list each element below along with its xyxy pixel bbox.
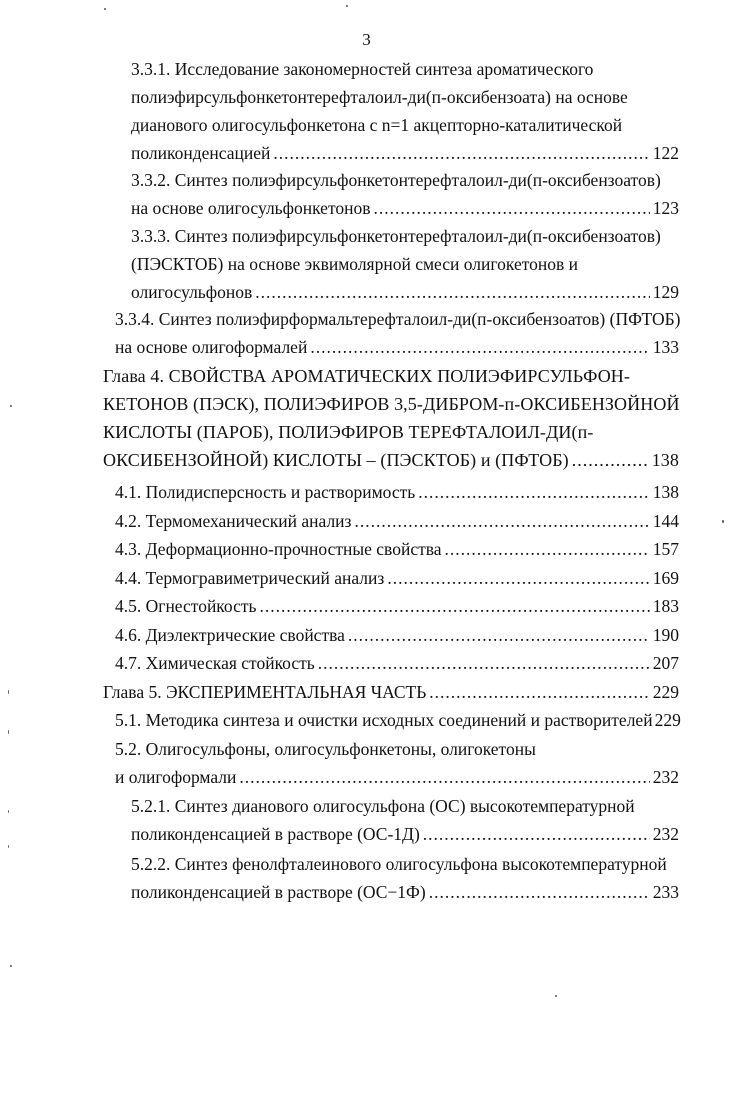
toc-entry-5-1 xyxy=(115,706,679,734)
scan-speck xyxy=(8,730,9,734)
toc-page-number: 122 xyxy=(652,143,679,163)
toc-entry-text: 3.3.3. Синтез полиэфирсульфонкетонтерефталоил-ди(п-оксибензоатов) xyxy=(131,226,661,246)
toc-entry-4-5 xyxy=(115,592,679,620)
scan-speck xyxy=(346,5,348,7)
toc-entry-3-3-2 xyxy=(131,166,679,222)
toc-entry-text: на основе олигосульфонкетонов xyxy=(131,198,371,218)
toc-entry-text: полиэфирсульфонкетонтерефталоил-ди(п-оксибензоата) на основе xyxy=(131,87,628,107)
toc-entry-text: 5.2. Олигосульфоны, олигосульфонкетоны, олигокетоны xyxy=(115,739,536,759)
toc-entry-text: 3.3.4. Синтез полиэфирформальтерефталоил-ди(п-оксибензоатов) (ПФТОБ) xyxy=(115,309,681,329)
toc-entry-text: 4.1. Полидисперсность и растворимость xyxy=(115,482,416,502)
toc-page-number: 144 xyxy=(652,511,679,531)
scan-speck xyxy=(8,690,9,694)
dot-leader xyxy=(273,139,649,167)
toc-entry-text: Глава 5. ЭКСПЕРИМЕНТАЛЬНАЯ ЧАСТЬ xyxy=(103,682,427,702)
dot-leader xyxy=(260,592,650,620)
dot-leader xyxy=(318,649,650,677)
toc-entry-text: и олигоформали xyxy=(115,767,237,787)
toc-entry-text: (ПЭСКТОБ) на основе эквимолярной смеси олигокетонов и xyxy=(131,254,578,274)
toc-entry-text: поликонденсацией в растворе (ОС−1Ф) xyxy=(131,882,426,902)
dot-leader xyxy=(387,564,649,592)
toc-entry-text: олигосульфонов xyxy=(131,282,253,302)
dot-leader xyxy=(572,446,649,474)
dot-leader xyxy=(445,535,650,563)
toc-entry-4-6 xyxy=(115,621,679,649)
toc-page-number: 232 xyxy=(652,767,679,787)
toc-page-number: 138 xyxy=(652,482,679,502)
toc-entry-text: 3.3.2. Синтез полиэфирсульфонкетонтерефталоил-ди(п-оксибензоатов) xyxy=(131,170,661,190)
toc-page-number: 138 xyxy=(651,450,679,470)
toc-page-number: 123 xyxy=(652,198,679,218)
toc-entry-text: ОКСИБЕНЗОЙНОЙ) КИСЛОТЫ – (ПЭСКТОБ) и (ПФТОБ) xyxy=(103,450,569,470)
scan-speck xyxy=(10,965,12,967)
toc-page-number: 233 xyxy=(652,882,679,902)
toc-page-number: 183 xyxy=(652,596,679,616)
scan-speck xyxy=(10,405,12,407)
scan-speck xyxy=(722,520,724,523)
toc-entry-4-4 xyxy=(115,564,679,592)
dot-leader xyxy=(255,278,650,306)
dot-leader xyxy=(348,621,650,649)
scan-speck xyxy=(555,995,557,997)
dot-leader xyxy=(423,820,650,848)
toc-page-number: 129 xyxy=(652,282,679,302)
dot-leader xyxy=(310,333,649,361)
toc-entry-3-3-1 xyxy=(131,55,679,167)
toc-entry-text: Глава 4. СВОЙСТВА АРОМАТИЧЕСКИХ ПОЛИЭФИРСУЛЬФОН- xyxy=(103,366,630,386)
toc-entry-text: 3.3.1. Исследование закономерностей синтеза ароматического xyxy=(131,59,594,79)
toc-entry-text: 5.2.1. Синтез дианового олигосульфона (ОС) высокотемпературной xyxy=(131,796,635,816)
dot-leader xyxy=(239,763,649,791)
dot-leader xyxy=(354,507,649,535)
toc-entry-5-2-2 xyxy=(131,850,679,906)
dot-leader xyxy=(429,878,650,906)
toc-entry-text: 4.5. Огнестойкость xyxy=(115,596,257,616)
toc-entry-text: на основе олигоформалей xyxy=(115,337,308,357)
toc-entry-chapter-4 xyxy=(103,362,679,474)
toc-page-number: 190 xyxy=(652,625,679,645)
toc-entry-text: поликонденсацией в растворе (ОС-1Д) xyxy=(131,824,420,844)
toc-entry-text: 4.3. Деформационно-прочностные свойства xyxy=(115,539,442,559)
toc-entry-3-3-4 xyxy=(115,305,679,361)
toc-entry-text: КИСЛОТЫ (ПАРОБ), ПОЛИЭФИРОВ ТЕРЕФТАЛОИЛ-ДИ(п- xyxy=(103,422,594,442)
toc-page-number: 207 xyxy=(652,653,679,673)
toc-entry-5-2 xyxy=(115,735,679,791)
dot-leader xyxy=(429,678,649,706)
toc-page-number: 229 xyxy=(654,710,681,730)
toc-page-number: 157 xyxy=(652,539,679,559)
toc-entry-3-3-3 xyxy=(131,222,679,306)
toc-entry-text: 4.2. Термомеханический анализ xyxy=(115,511,352,531)
toc-entry-text: поликонденсацией xyxy=(131,143,271,163)
dot-leader xyxy=(418,478,650,506)
scan-speck xyxy=(8,845,9,848)
toc-entry-4-3 xyxy=(115,535,679,563)
toc-entry-text: 5.1. Методика синтеза и очистки исходных соединений и растворителей xyxy=(115,710,653,730)
dot-leader xyxy=(374,194,650,222)
toc-page-number: 229 xyxy=(652,682,679,702)
toc-entry-text: 5.2.2. Синтез фенолфталеинового олигосульфона высокотемпературной xyxy=(131,854,667,874)
toc-entry-text: 4.6. Диэлектрические свойства xyxy=(115,625,345,645)
toc-page-number: 232 xyxy=(652,824,679,844)
toc-entry-text: КЕТОНОВ (ПЭСК), ПОЛИЭФИРОВ 3,5-ДИБРОМ-п-ОКСИБЕНЗОЙНОЙ xyxy=(103,394,680,414)
scan-speck xyxy=(8,810,9,813)
toc-page-number: 169 xyxy=(652,568,679,588)
page-number: 3 xyxy=(362,30,371,49)
toc-entry-4-7 xyxy=(115,649,679,677)
toc-entry-chapter-5 xyxy=(103,678,679,706)
toc-entry-text: дианового олигосульфонкетона с n=1 акцепторно-каталитической xyxy=(131,115,623,135)
toc-entry-text: 4.7. Химическая стойкость xyxy=(115,653,315,673)
scan-speck xyxy=(104,8,106,10)
toc-entry-4-2 xyxy=(115,507,679,535)
toc-entry-5-2-1 xyxy=(131,792,679,848)
toc-entry-text: 4.4. Термогравиметрический анализ xyxy=(115,568,385,588)
toc-entry-4-1 xyxy=(115,478,679,506)
toc-page-number: 133 xyxy=(652,337,679,357)
